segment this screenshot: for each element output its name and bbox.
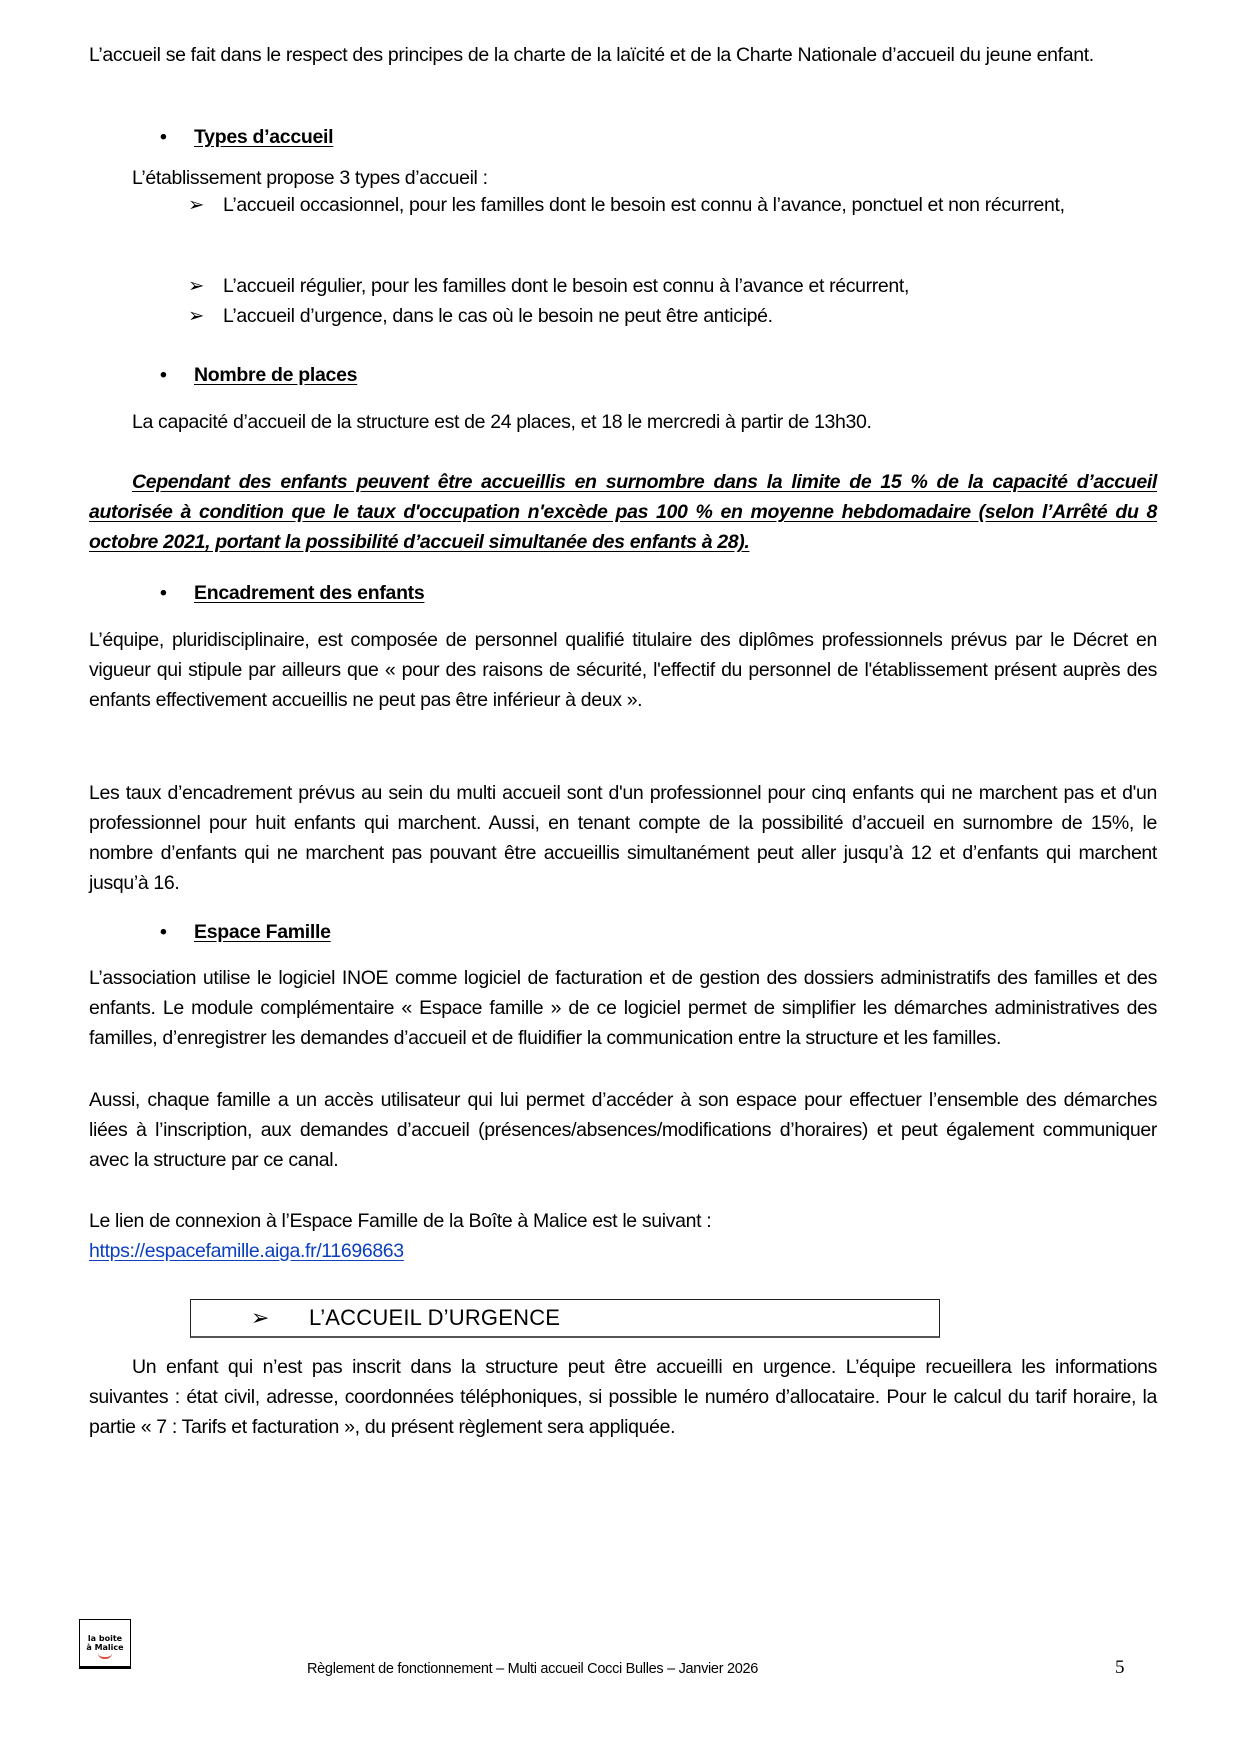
urgence-paragraph: Un enfant qui n’est pas inscrit dans la structure peut être accueilli en urgence. L’équipe recueillera les informations suivantes : état civil, adresse, coordonnées téléphoniques, si possible le numéro d’allocataire. Pour le calcul du tarif horaire, la partie « 7 : Tarifs et facturation », du présent règlement sera appliquée.	[89, 1356, 1157, 1438]
heading-label: Nombre de places	[194, 364, 358, 386]
types-lead: L’établissement propose 3 types d’accueil :	[132, 167, 488, 189]
section-title: L’ACCUEIL D’URGENCE	[309, 1305, 561, 1330]
encadrement-paragraph-2: Les taux d’encadrement prévus au sein du multi accueil sont d'un professionnel pour cinq enfants qui ne marchent pas et d'un professionnel pour huit enfants qui marchent. Aussi, en tenant compte de la possibilité d’accueil en surnombre de 15%, le nombre d’enfants qui ne marchent pas pouvant être accueillis simultanément peut aller jusqu’à 12 et d’enfants qui marchent jusqu’à 16.	[89, 782, 1157, 894]
section-header-accueil-urgence	[190, 1299, 940, 1338]
espace-paragraph-1: L’association utilise le logiciel INOE comme logiciel de facturation et de gestion des dossiers administratifs des familles et des enfants. Le module complémentaire « Espace famille » de ce logiciel permet de simplifier les démarches administratives des familles, d’enregistrer les demandes d’accueil et de fluidifier la communication entre la structure et les familles.	[89, 967, 1157, 1049]
heading-encadrement	[160, 578, 424, 608]
footer-logo	[79, 1619, 131, 1669]
bullet-icon: •	[160, 364, 167, 386]
arrow-bullet-icon: ➢	[188, 275, 204, 297]
espace-famille-link[interactable]: https://espacefamille.aiga.fr/11696863	[89, 1240, 404, 1262]
list-item-text: L’accueil occasionnel, pour les familles dont le besoin est connu à l’avance, ponctuel et non récurrent,	[223, 194, 1065, 216]
capacity-emphasis	[89, 467, 1157, 557]
logo-line-2: à Malice	[86, 1643, 124, 1652]
espace-paragraph-2: Aussi, chaque famille a un accès utilisateur qui lui permet d’accéder à son espace pour effectuer l’ensemble des démarches liées à l’inscription, aux demandes d’accueil (présences/absences/modifications d’horaires) et peut également communiquer avec la structure par ce canal.	[89, 1089, 1157, 1171]
page-number: 5	[1115, 1657, 1125, 1678]
logo-smile-icon	[98, 1653, 112, 1659]
heading-types-accueil	[160, 122, 333, 152]
list-item	[188, 190, 1158, 220]
heading-label: Encadrement des enfants	[194, 582, 425, 604]
heading-nombre-places	[160, 360, 357, 390]
capacity-text: La capacité d’accueil de la structure est de 24 places, et 18 le mercredi à partir de 13h30.	[132, 411, 872, 433]
bullet-icon: •	[160, 126, 167, 148]
emphasis-text: Cependant des enfants peuvent être accueillis en surnombre dans la limite de 15 % de la capacité d’accueil autorisée à condition que le taux d'occupation n'excède pas 100 % en moyenne hebdomadaire (selon l’Arrêté du 8 octobre 2021, portant la possibilité d’accueil simultanée des enfants à 28).	[89, 471, 1157, 553]
list-item	[188, 271, 1158, 301]
arrow-bullet-icon: ➢	[188, 305, 204, 327]
list-item	[188, 301, 1158, 331]
bullet-icon: •	[160, 582, 167, 604]
list-item-text: L’accueil régulier, pour les familles dont le besoin est connu à l’avance et récurrent,	[223, 275, 910, 297]
heading-label: Types d’accueil	[194, 126, 334, 148]
bullet-icon: •	[160, 921, 167, 943]
espace-link-lead: Le lien de connexion à l’Espace Famille de la Boîte à Malice est le suivant :	[89, 1210, 712, 1232]
list-item-text: L’accueil d’urgence, dans le cas où le besoin ne peut être anticipé.	[223, 305, 773, 327]
heading-label: Espace Famille	[194, 921, 331, 943]
heading-espace-famille	[160, 917, 331, 947]
logo-line-1: la boite	[87, 1634, 123, 1643]
arrow-bullet-icon: ➢	[251, 1305, 270, 1330]
espace-link-line	[89, 1236, 1157, 1266]
arrow-bullet-icon: ➢	[188, 194, 204, 216]
footer-text: Règlement de fonctionnement – Multi accueil Cocci Bulles – Janvier 2026	[307, 1661, 759, 1677]
intro-paragraph: L’accueil se fait dans le respect des principes de la charte de la laïcité et de la Charte Nationale d’accueil du jeune enfant.	[89, 44, 1094, 66]
encadrement-paragraph-1: L’équipe, pluridisciplinaire, est composée de personnel qualifié titulaire des diplômes professionnels prévus par le Décret en vigueur qui stipule par ailleurs que « pour des raisons de sécurité, l'effectif du personnel de l'établissement présent auprès des enfants effectivement accueillis ne peut pas être inférieur à deux ».	[89, 629, 1157, 711]
